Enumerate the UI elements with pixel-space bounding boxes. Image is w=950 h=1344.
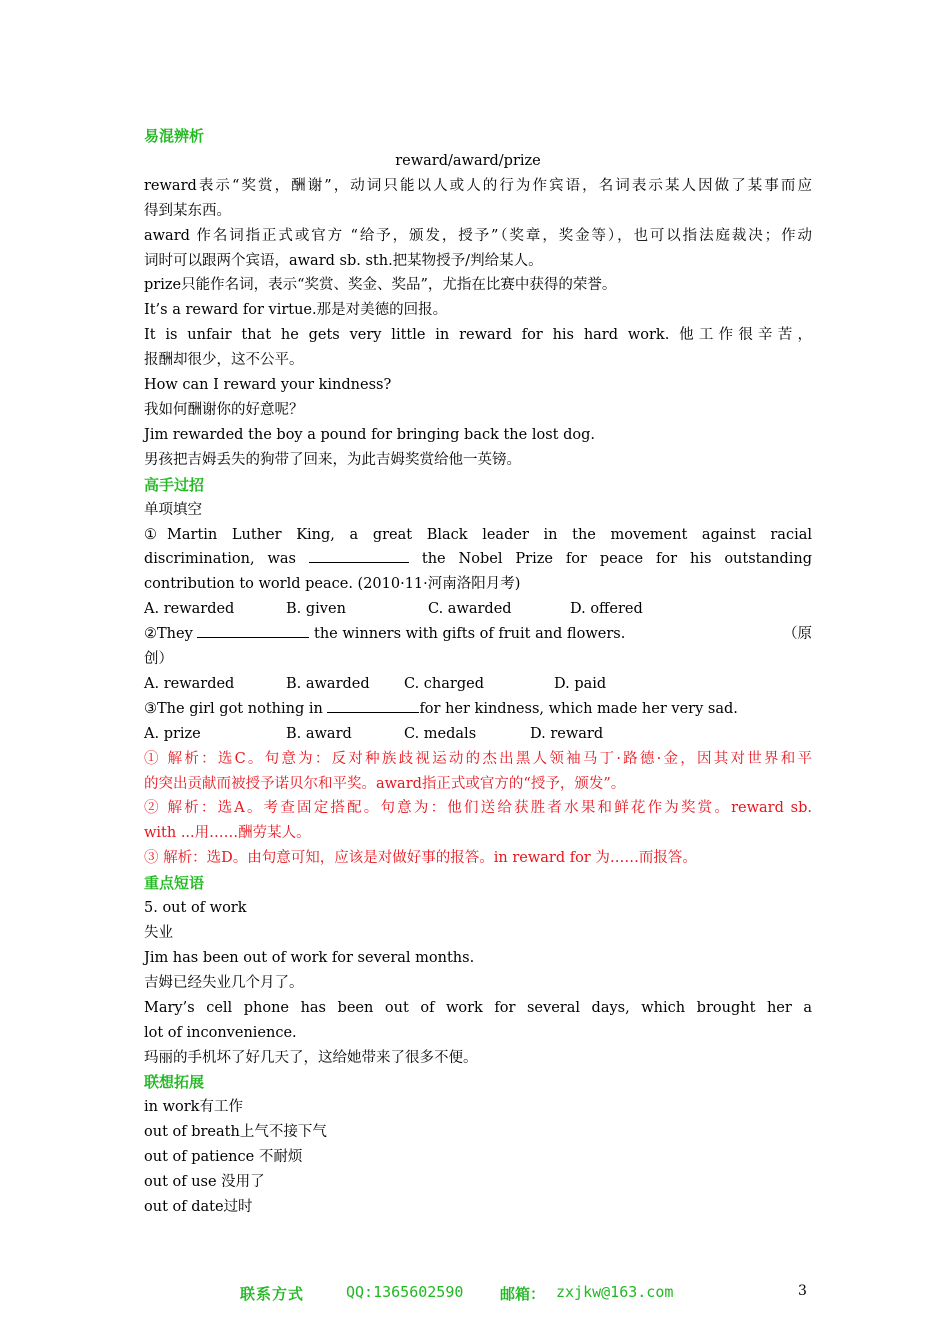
email-label: 邮箱： [500,1285,546,1303]
example-4-english: Jim rewarded the boy a pound for bringing back the lost dog. [144,426,595,443]
paragraph-award-1: award 作名词指正式或官方 “给予，颁发，授予”（奖章，奖金等），也可以指法庭裁决；作动 [144,227,812,244]
question-3-text-before: ③The girl got nothing in [144,700,328,717]
example-6-line-2: lot of inconvenience. [144,1024,297,1041]
answer-blank[interactable] [309,548,409,563]
extension-item: out of breath上气不接下气 [144,1124,327,1141]
email-address[interactable]: zxjkw@163.com [556,1283,674,1301]
answer-1-line-1: ① 解析：选C。句意为：反对种族歧视运动的杰出黑人领袖马丁·路德·金，因其对世界和平 [144,750,812,767]
answer-3: ③ 解析：选D。由句意可知，应该是对做好事的报答。in reward for 为……而报答。 [144,850,697,867]
section-heading-confusables: 易混辨析 [144,127,205,145]
option-c[interactable]: C. awarded [428,601,512,618]
question-2-source: （原 [783,626,812,643]
question-2-source-end: 创） [144,651,173,668]
example-6-line-1: Mary’s cell phone has been out of work for several days, which brought her a [144,999,812,1016]
question-3-options [144,722,812,747]
example-3-english: How can I reward your kindness? [144,377,392,394]
option-b[interactable]: B. given [286,601,346,618]
example-5-chinese: 吉姆已经失业几个月了。 [144,974,304,991]
question-3-line-1 [144,697,812,722]
answer-blank[interactable] [197,623,309,638]
answer-1-line-2: 的突出贡献而被授予诺贝尔和平奖。award指正式或官方的“授予，颁发”。 [144,775,626,792]
example-1: It’s a reward for virtue.那是对美德的回报。 [144,302,448,319]
qq-number: QQ:1365602590 [346,1283,464,1301]
answer-2-line-2: with ...用……酬劳某人。 [144,825,311,842]
example-2-line-2: 报酬却很少，这不公平。 [144,352,304,369]
option-c[interactable]: C. charged [404,675,484,692]
section-heading-extension: 联想拓展 [144,1073,205,1092]
option-b[interactable]: B. awarded [286,675,370,692]
option-b[interactable]: B. award [286,725,352,742]
phrase-meaning: 失业 [144,925,173,941]
paragraph-reward-2: 得到某东西。 [144,202,231,219]
page-footer [0,1283,950,1307]
question-1-text-after: the Nobel Prize for peace for his outstanding [408,551,813,568]
paragraph-reward-1: reward表示“奖赏，酬谢”，动词只能以人或人的行为作宾语，名词表示某人因做了某事而应 [144,177,812,194]
extension-item: in work有工作 [144,1099,243,1116]
question-2-text-after: the winners with gifts of fruit and flowers. [309,626,626,643]
answer-blank[interactable] [327,698,419,713]
word-group-title: reward/award/prize [395,152,541,169]
contact-label: 联系方式 [240,1285,305,1303]
option-a[interactable]: A. rewarded [144,601,235,618]
example-6-chinese: 玛丽的手机坏了好几天了，这给她带来了很多不便。 [144,1049,478,1066]
option-d[interactable]: D. paid [554,675,607,692]
paragraph-prize: prize只能作名词，表示“奖赏、奖金、奖品”，尤指在比赛中获得的荣誉。 [144,277,617,294]
answer-2-line-1: ② 解析：选A。考查固定搭配。句意为：他们送给获胜者水果和鲜花作为奖赏。reward sb. [144,800,812,817]
example-5-english: Jim has been out of work for several months. [144,949,475,966]
question-2-line-1 [144,622,812,647]
option-d[interactable]: D. reward [530,725,604,742]
section-heading-key-phrases: 重点短语 [144,874,205,893]
document-body [144,124,812,1220]
option-d[interactable]: D. offered [570,601,643,618]
phrase-title: 5. out of work [144,900,247,917]
question-2-text-before: ②They [144,626,198,643]
task-label: 单项填空 [144,501,202,518]
extension-item: out of use 没用了 [144,1174,265,1191]
example-4-chinese: 男孩把吉姆丢失的狗带了回来，为此吉姆奖赏给他一英镑。 [144,451,521,468]
page-number: 3 [798,1283,807,1299]
question-1-line-3: contribution to world peace. (2010·11·河南洛阳月考) [144,576,521,593]
question-1-line-1: ①Martin Luther King, a great Black leader in the movement against racial [144,526,812,543]
question-3-text-after: for her kindness, which made her very sad. [419,700,738,717]
section-heading-practice: 高手过招 [144,475,205,494]
option-a[interactable]: A. prize [144,725,201,742]
example-3-chinese: 我如何酬谢你的好意呢？ [144,401,304,418]
extension-item: out of date过时 [144,1198,253,1215]
extension-item: out of patience 不耐烦 [144,1149,303,1166]
question-1-text-before: discrimination, was [144,551,309,568]
question-2-options [144,672,812,697]
question-1-line-2 [144,547,812,572]
paragraph-award-2: 词时可以跟两个宾语，award sb. sth.把某物授予/判给某人。 [144,252,543,269]
option-c[interactable]: C. medals [404,725,477,742]
example-2-line-1: It is unfair that he gets very little in reward for his hard work. 他工作很辛苦， [144,327,812,344]
question-1-options [144,597,812,622]
option-a[interactable]: A. rewarded [144,675,235,692]
